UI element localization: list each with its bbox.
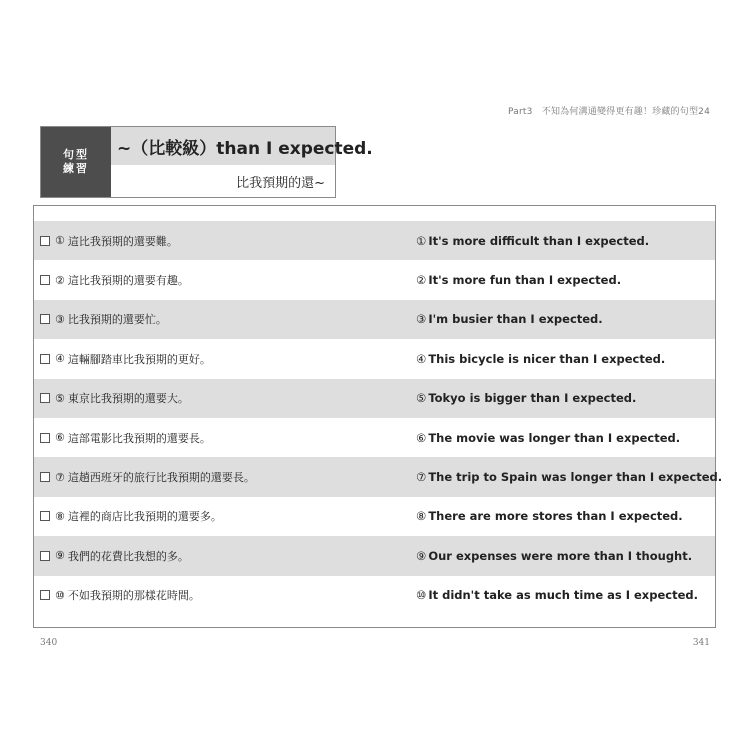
exercise-zh-text: 這部電影比我預期的還要長。	[67, 431, 211, 445]
exercise-en	[416, 457, 722, 496]
exercise-zh-text: 這趟西班牙的旅行比我預期的還要長。	[67, 471, 255, 485]
exercise-panel	[33, 205, 723, 628]
exercise-list	[34, 221, 723, 615]
exercise-zh-text: 比我預期的還要忙。	[67, 313, 167, 327]
pattern-label-line1: 句型	[63, 148, 89, 161]
pattern-box	[40, 126, 373, 198]
exercise-row	[34, 300, 715, 339]
exercise-en-text: There are more stores than I expected.	[428, 509, 683, 524]
exercise-zh	[40, 576, 200, 615]
exercise-number-en: ⑩	[416, 588, 427, 603]
exercise-row	[34, 221, 715, 260]
checkbox[interactable]	[40, 511, 50, 521]
checkbox[interactable]	[40, 393, 50, 403]
exercise-en-text: It didn't take as much time as I expected.	[428, 588, 698, 603]
exercise-en-text: Our expenses were more than I thought.	[428, 548, 693, 563]
exercise-zh-text: 這比我預期的還要難。	[67, 234, 178, 248]
exercise-zh	[40, 497, 222, 536]
exercise-en	[416, 300, 603, 339]
exercise-zh	[40, 260, 189, 299]
exercise-en-text: The trip to Spain was longer than I expected.	[428, 470, 723, 485]
exercise-row	[34, 339, 715, 378]
exercise-zh	[40, 379, 189, 418]
exercise-number: ②	[55, 273, 65, 287]
exercise-number-en: ⑤	[416, 391, 427, 406]
exercise-row	[34, 260, 715, 299]
exercise-number: ⑨	[55, 549, 65, 563]
exercise-number: ①	[55, 234, 65, 248]
exercise-en	[416, 576, 698, 615]
pattern-formula: ~（比較級）than I expected.	[111, 127, 335, 165]
exercise-en-text: It's more difficult than I expected.	[428, 233, 650, 248]
page-number-left: 340	[40, 638, 58, 648]
exercise-number: ⑤	[55, 391, 65, 405]
exercise-en	[416, 379, 636, 418]
exercise-number: ③	[55, 312, 65, 326]
checkbox[interactable]	[40, 275, 50, 285]
exercise-number-en: ②	[416, 273, 427, 288]
exercise-number: ⑦	[55, 470, 65, 484]
exercise-en-text: It's more fun than I expected.	[428, 273, 622, 288]
exercise-number-en: ⑦	[416, 470, 427, 485]
running-header: Part3 不知為何溝通變得更有趣！珍藏的句型24	[508, 107, 710, 117]
exercise-row	[34, 379, 715, 418]
checkbox[interactable]	[40, 236, 50, 246]
exercise-en	[416, 497, 683, 536]
exercise-number-en: ⑧	[416, 509, 427, 524]
exercise-zh	[40, 457, 255, 496]
exercise-row	[34, 457, 723, 496]
exercise-en-text: I'm busier than I expected.	[428, 312, 603, 327]
exercise-number: ⑩	[55, 588, 65, 602]
exercise-number: ④	[55, 352, 65, 366]
exercise-number-en: ④	[416, 351, 427, 366]
exercise-en	[416, 536, 692, 575]
exercise-en	[416, 339, 665, 378]
exercise-number: ⑧	[55, 509, 65, 523]
exercise-en-text: This bicycle is nicer than I expected.	[428, 351, 666, 366]
exercise-zh-text: 這裡的商店比我預期的還要多。	[67, 510, 222, 524]
exercise-zh-text: 這輛腳踏車比我預期的更好。	[67, 352, 211, 366]
exercise-en	[416, 221, 649, 260]
checkbox[interactable]	[40, 472, 50, 482]
exercise-en	[416, 418, 680, 457]
exercise-en-text: Tokyo is bigger than I expected.	[428, 391, 637, 406]
exercise-row	[34, 418, 715, 457]
exercise-row	[34, 497, 715, 536]
exercise-zh-text: 我們的花費比我想的多。	[67, 549, 189, 563]
pattern-meaning: 比我預期的還~	[236, 175, 325, 191]
pattern-label-line2: 練習	[63, 162, 89, 175]
exercise-number-en: ③	[416, 312, 427, 327]
exercise-zh-text: 這比我預期的還要有趣。	[67, 274, 189, 288]
exercise-row	[34, 576, 715, 615]
exercise-zh	[40, 536, 189, 575]
exercise-zh	[40, 418, 211, 457]
exercise-number-en: ⑥	[416, 430, 427, 445]
checkbox[interactable]	[40, 354, 50, 364]
checkbox[interactable]	[40, 590, 50, 600]
checkbox[interactable]	[40, 551, 50, 561]
exercise-zh-text: 不如我預期的那樣花時間。	[67, 589, 200, 603]
exercise-number: ⑥	[55, 431, 65, 445]
exercise-zh	[40, 339, 211, 378]
exercise-row	[34, 536, 715, 575]
exercise-number-en: ⑨	[416, 548, 427, 563]
checkbox[interactable]	[40, 314, 50, 324]
exercise-zh	[40, 221, 178, 260]
exercise-zh	[40, 300, 167, 339]
page-number-right: 341	[692, 638, 710, 648]
exercise-en-text: The movie was longer than I expected.	[428, 430, 681, 445]
exercise-number-en: ①	[416, 233, 427, 248]
pattern-label	[41, 127, 111, 197]
exercise-zh-text: 東京比我預期的還要大。	[67, 392, 189, 406]
exercise-en	[416, 260, 621, 299]
checkbox[interactable]	[40, 433, 50, 443]
